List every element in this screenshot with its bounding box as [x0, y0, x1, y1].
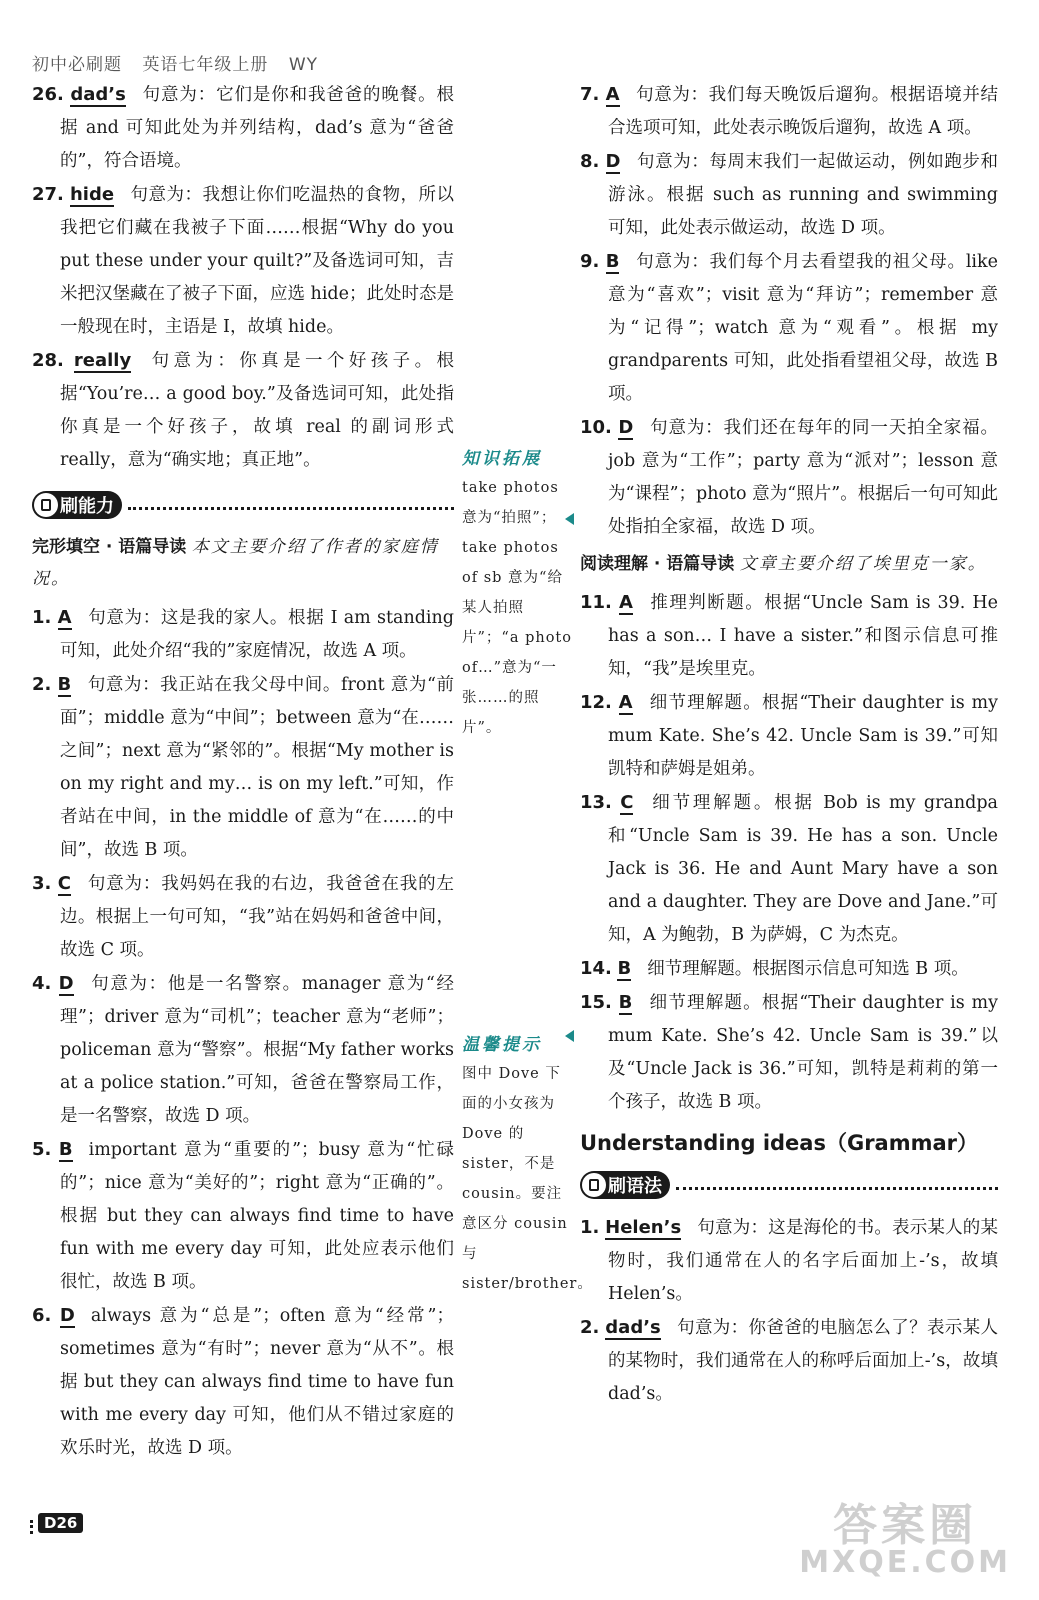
item-number: 1.: [580, 1217, 600, 1238]
item-number: 7.: [580, 84, 600, 105]
item-explanation: 句意为：你真是一个好孩子。根据“You’re… a good boy.”及备选词可知，此处指你真是一个好孩子，故填 real 的副词形式 really，意为“确实地；真正地”。: [60, 351, 454, 470]
item-number: 15.: [580, 992, 612, 1013]
item-number: 1.: [32, 607, 52, 628]
item-answer: A: [618, 692, 633, 713]
answer-item: [32, 601, 454, 668]
guide-title: 阅读理解 · 语篇导读: [580, 554, 735, 574]
item-explanation: 细节理解题。根据 Bob is my grandpa 和“Uncle Sam is 39. He has a son. Uncle Jack is 36. He and Aunt Mary have a son and a daughter. They are Dove and Jane.”可知，A 为鲍勃，B 为萨姆，C 为杰克。: [608, 793, 998, 945]
item-answer: hide: [69, 184, 115, 205]
item-explanation: 句意为：这是海伦的书。表示某人的某物时，我们通常在人的名字后面加上-’s，故填 Helen’s。: [608, 1218, 998, 1304]
answer-item: [580, 952, 998, 986]
item-answer: B: [58, 1139, 73, 1160]
sidebar-title: 知识拓展: [462, 449, 542, 469]
section-badge: [580, 1171, 670, 1199]
item-explanation: 句意为：我想让你们吃温热的食物，所以我把它们藏在我被子下面……根据“Why do you put these under your quilt?”及备选词可知，吉米把汉堡藏在了被子下面，应选 hide；此处时态是一般现在时，主语是 I，故填 hide。: [60, 185, 454, 337]
item-answer: A: [618, 592, 633, 613]
item-number: 11.: [580, 592, 612, 613]
item-answer: A: [605, 84, 620, 105]
item-answer: D: [618, 417, 634, 438]
item-number: 2.: [580, 1317, 600, 1338]
item-explanation: always 意为“总是”；often 意为“经常”；sometimes 意为“有时”；never 意为“从不”。根据 but they can always find time to have fun with me every day 可知，他们从不错过家庭的欢乐时光，故选 D 项。: [60, 1306, 454, 1458]
item-explanation: 句意为：你爸爸的电脑怎么了？表示某人的某物时，我们通常在人的称呼后面加上-’s，故填 dad’s。: [608, 1318, 998, 1404]
item-number: 4.: [32, 973, 52, 994]
item-answer: D: [59, 1305, 75, 1326]
guide-body: 本文主要介绍了作者的家庭情况。: [32, 537, 439, 589]
item-answer: C: [620, 792, 634, 813]
item-number: 6.: [32, 1305, 52, 1326]
item-answer: really: [73, 350, 132, 371]
item-number: 2.: [32, 674, 52, 695]
pencil-book-icon: [34, 493, 58, 517]
reading-guide: [580, 548, 998, 580]
guide-title: 完形填空 · 语篇导读: [32, 537, 187, 557]
pencil-book-icon: [582, 1173, 606, 1197]
answer-item: [32, 344, 454, 477]
sidebar-body: 图中 Dove 下面的小女孩为 Dove 的 sister，不是 cousin。要注意区分 cousin 与 sister/brother。: [462, 1066, 593, 1292]
item-explanation: important 意为“重要的”；busy 意为“忙碌的”；nice 意为“美好的”；right 意为“正确的”。根据 but they can always find time to have fun with me every day 可知，此处应表示他们很忙，故选 B 项。: [60, 1140, 454, 1292]
item-explanation: 句意为：每周末我们一起做运动，例如跑步和游泳。根据 such as running and swimming 可知，此处表示做运动，故选 D 项。: [608, 152, 998, 238]
answer-item: [32, 78, 454, 178]
item-number: 14.: [580, 958, 612, 979]
item-number: 5.: [32, 1139, 52, 1160]
item-explanation: 句意为：我们还在每年的同一天拍全家福。job 意为“工作”；party 意为“派对”；lesson 意为“课程”；photo 意为“照片”。根据后一句可知此处指拍全家福，故选 D 项。: [608, 418, 998, 537]
item-explanation: 句意为：我妈妈在我的右边，我爸爸在我的左边。根据上一句可知，“我”站在妈妈和爸爸中间，故选 C 项。: [60, 874, 454, 960]
item-number: 13.: [580, 792, 612, 813]
pointer-arrow-icon: [565, 513, 574, 525]
pointer-arrow-icon: [565, 1030, 574, 1042]
sidebar-title: 温馨提示: [462, 1035, 542, 1055]
answer-item: [580, 411, 998, 544]
answer-item: [32, 668, 454, 867]
answer-item: [580, 245, 998, 411]
item-number: 26.: [32, 84, 64, 105]
right-column: [580, 78, 998, 1411]
item-answer: Helen’s: [605, 1217, 682, 1238]
running-header: [32, 50, 332, 75]
item-answer: B: [57, 674, 72, 695]
watermark-domain: MXQE.COM: [799, 1545, 1011, 1580]
item-number: 27.: [32, 184, 64, 205]
answer-item: [32, 1133, 454, 1299]
section-badge-label: 刷能力: [60, 496, 114, 517]
item-explanation: 细节理解题。根据“Their daughter is my mum Kate. She’s 42. Uncle Sam is 39.”可知凯特和萨姆是姐弟。: [608, 693, 998, 779]
answer-item: [32, 1299, 454, 1465]
section-badge: [32, 491, 122, 519]
left-column: [32, 78, 454, 1465]
section-heading-ability: [32, 487, 454, 523]
section-badge-label: 刷语法: [608, 1176, 662, 1197]
answer-item: [580, 786, 998, 952]
item-explanation: 句意为：我们每个月去看望我的祖父母。like 意为“喜欢”；visit 意为“拜访”；remember 意为“记得”；watch 意为“观看”。根据 my grandparents 可知，此处指看望祖父母，故选 B 项。: [608, 252, 998, 404]
item-explanation: 句意为：他是一名警察。manager 意为“经理”；driver 意为“司机”；teacher 意为“老师”；policeman 意为“警察”。根据“My father works at a police station.”可知，爸爸在警察局工作，是一名警察，故选 D 项。: [60, 974, 454, 1126]
dotted-rule: [676, 1187, 998, 1190]
section-heading-grammar: [580, 1167, 998, 1203]
header-subject: 英语七年级上册: [142, 55, 269, 75]
item-explanation: 句意为：我们每天晚饭后遛狗。根据语境并结合选项可知，此处表示晚饭后遛狗，故选 A 项。: [608, 85, 998, 138]
item-number: 28.: [32, 350, 64, 371]
answer-item: [580, 78, 998, 145]
item-explanation: 句意为：它们是你和我爸爸的晚餐。根据 and 可知此处为并列结构，dad’s 意为“爸爸的”，符合语境。: [60, 85, 454, 171]
site-watermark: [799, 1500, 1011, 1580]
item-answer: C: [57, 873, 72, 894]
answer-item: [32, 967, 454, 1133]
item-number: 9.: [580, 251, 600, 272]
item-explanation: 细节理解题。根据图示信息可知选 B 项。: [647, 959, 969, 979]
item-answer: D: [58, 973, 74, 994]
knowledge-box: [462, 444, 572, 743]
answer-item: [32, 867, 454, 967]
item-answer: B: [617, 958, 632, 979]
answer-item: [580, 145, 998, 245]
cloze-guide: [32, 531, 454, 595]
item-answer: dad’s: [605, 1317, 661, 1338]
item-answer: D: [605, 151, 621, 172]
answer-item: [580, 1211, 998, 1311]
tip-box: [462, 1030, 593, 1299]
item-answer: B: [618, 992, 633, 1013]
item-explanation: 推理判断题。根据“Uncle Sam is 39. He has a son… I have a sister.”和图示信息可推知，“我”是埃里克。: [608, 593, 998, 679]
dotted-rule: [128, 507, 454, 510]
answer-item: [580, 686, 998, 786]
watermark-logo-text: 答案圈: [833, 1500, 978, 1551]
guide-body: 文章主要介绍了埃里克一家。: [739, 554, 987, 574]
item-explanation: 句意为：我正站在我父母中间。front 意为“前面”；middle 意为“中间”；between 意为“在……之间”；next 意为“紧邻的”。根据“My mother is on my right and my… is on my left.”可知，作者站在中间，in the middle of 意为“在……的中间”，故选 B 项。: [60, 675, 454, 860]
item-number: 3.: [32, 873, 52, 894]
grammar-heading: Understanding ideas（Grammar）: [580, 1131, 979, 1155]
page-number: D26: [38, 1513, 83, 1533]
header-edition: WY: [288, 55, 319, 75]
answer-item: [32, 178, 454, 344]
header-book: 初中必刷题: [32, 55, 122, 75]
answer-item: [580, 986, 998, 1119]
item-number: 12.: [580, 692, 612, 713]
item-answer: B: [605, 251, 620, 272]
item-number: 8.: [580, 151, 600, 172]
item-answer: A: [57, 607, 72, 628]
item-answer: dad’s: [70, 84, 126, 105]
answer-item: [580, 1311, 998, 1411]
item-number: 10.: [580, 417, 612, 438]
item-explanation: 句意为：这是我的家人。根据 I am standing 可知，此处介绍“我的”家庭情况，故选 A 项。: [60, 608, 454, 661]
answer-item: [580, 586, 998, 686]
sidebar-body: take photos 意为“拍照”；take photos of sb 意为“给某人拍照片”；“a photo of…”意为“一张……的照片”。: [462, 480, 572, 736]
item-explanation: 细节理解题。根据“Their daughter is my mum Kate. She’s 42. Uncle Sam is 39.”以及“Uncle Jack is 36.”可知，凯特是莉莉的第一个孩子，故选 B 项。: [608, 993, 998, 1112]
